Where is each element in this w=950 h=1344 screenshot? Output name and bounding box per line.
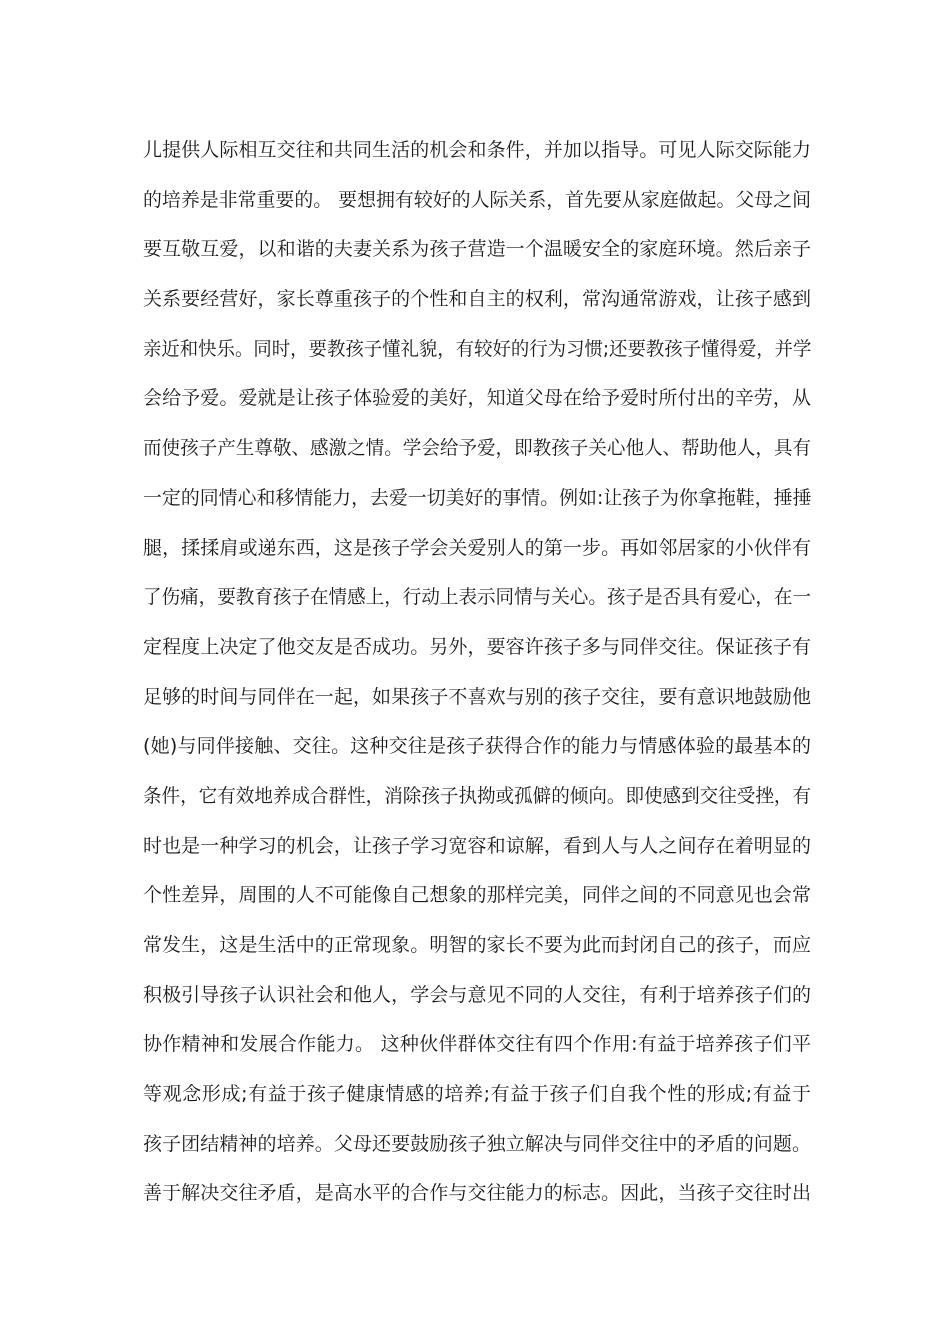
text-line: 一定的同情心和移情能力，去爱一切美好的事情。例如:让孩子为你拿拖鞋，捶捶 [143,486,812,509]
text-line: 常发生，这是生活中的正常现象。明智的家长不要为此而封闭自己的孩子，而应 [143,934,811,956]
text-line: 儿提供人际相互交往和共同生活的机会和条件，并加以指导。可见人际交际能力 [143,139,811,161]
text-line: 孩子团结精神的培养。父母还要鼓励孩子独立解决与同伴交往中的矛盾的问题。 [143,1132,811,1155]
text-line: 腿，揉揉肩或递东西，这是孩子学会关爱别人的第一步。再如邻居家的小伙伴有 [143,536,811,559]
text-line: 条件，它有效地养成合群性，消除孩子执拗或孤僻的倾向。即使感到交往受挫，有 [143,784,812,807]
text-line: 要互敬互爱，以和谐的夫妻关系为孩子营造一个温暖安全的家庭环境。然后亲子 [143,238,811,261]
text-line: 关系要经营好，家长尊重孩子的个性和自主的权利，常沟通常游戏，让孩子感到 [143,288,811,311]
text-line: 而使孩子产生尊敬、感激之情。学会给予爱，即教孩子关心他人、帮助他人，具有 [143,437,812,460]
text-line: 足够的时间与同伴在一起，如果孩子不喜欢与别的孩子交往，要有意识地鼓励他 [143,685,811,708]
text-line: 协作精神和发展合作能力。 这种伙伴群体交往有四个作用:有益于培养孩子们平 [143,1033,811,1056]
text-line: 时也是一种学习的机会，让孩子学习宽容和谅解，看到人与人之间存在着明显的 [143,834,811,857]
text-line: 的培养是非常重要的。 要想拥有较好的人际关系，首先要从家庭做起。父母之间 [143,188,812,211]
text-line: (她)与同伴接触、交往。这种交往是孩子获得合作的能力与情感体验的最基本的 [143,735,811,758]
text-line: 等观念形成;有益于孩子健康情感的培养;有益于孩子们自我个性的形成;有益于 [143,1083,811,1106]
text-line: 积极引导孩子认识社会和他人，学会与意见不同的人交往，有利于培养孩子们的 [143,983,811,1006]
body-text [143,126,811,1219]
text-line: 善于解决交往矛盾，是高水平的合作与交往能力的标志。因此，当孩子交往时出 [143,1182,811,1205]
text-line: 定程度上决定了他交友是否成功。另外，要容许孩子多与同伴交往。保证孩子有 [143,635,811,658]
text-line: 个性差异，周围的人不可能像自己想象的那样完美，同伴之间的不同意见也会常 [143,884,811,907]
text-line: 会给予爱。爱就是让孩子体验爱的美好，知道父母在给予爱时所付出的辛劳，从 [143,387,811,410]
text-line: 亲近和快乐。同时，要教孩子懂礼貌，有较好的行为习惯;还要教孩子懂得爱，并学 [143,337,812,360]
text-line: 了伤痛，要教育孩子在情感上，行动上表示同情与关心。孩子是否具有爱心，在一 [143,586,812,609]
